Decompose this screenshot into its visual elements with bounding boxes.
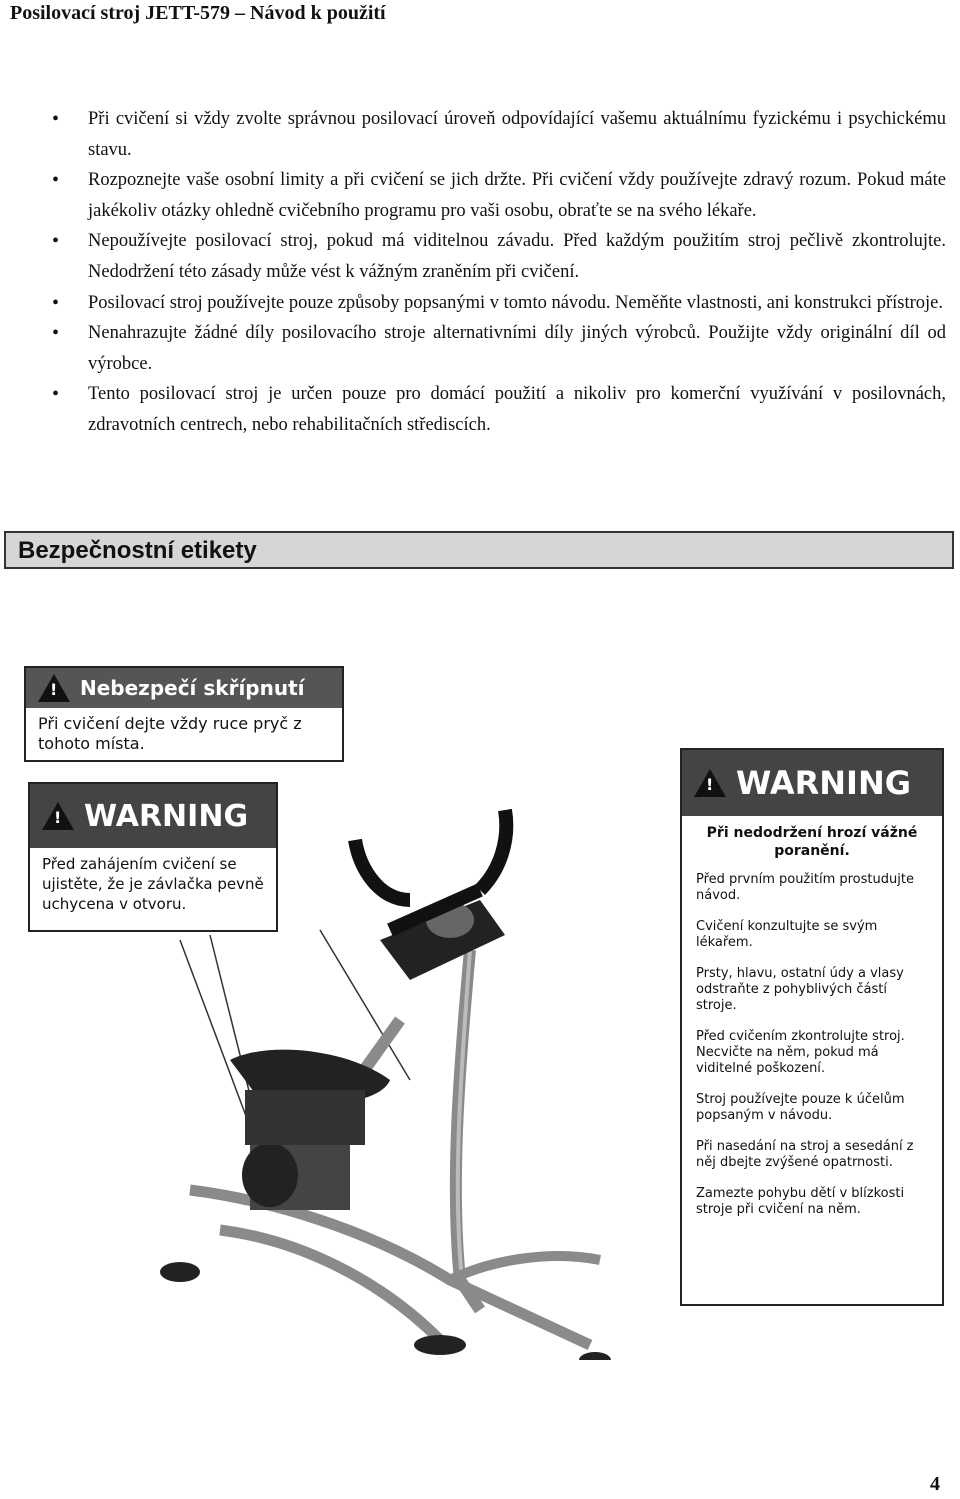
section-title: Bezpečnostní etikety — [18, 537, 257, 564]
main-label-heading: WARNING — [736, 764, 911, 802]
main-warning-label — [680, 748, 944, 1306]
warning-item: Cvičení konzultujte se svým lékařem. — [696, 919, 878, 950]
pinch-label-header — [26, 668, 342, 708]
main-label-items — [682, 872, 942, 1218]
warning-item: Prsty, hlavu, ostatní údy a vlasy odstraňte z pohyblivých částí stroje. — [696, 966, 904, 1013]
page-number: 4 — [930, 1473, 940, 1495]
pin-warning-label — [28, 782, 278, 932]
warning-item: Zamezte pohybu dětí v blízkosti stroje při cvičení na něm. — [696, 1186, 905, 1217]
safety-bullet-list — [52, 104, 946, 441]
section-heading-bar — [4, 531, 954, 569]
bullet-item: • Nenahrazujte žádné díly posilovacího stroje alternativními díly jiných výrobců. Použijte vždy originální díl od výrobce. — [52, 318, 946, 379]
warning-item: Před prvním použitím prostudujte návod. — [696, 872, 914, 903]
warning-triangle-icon — [38, 674, 70, 702]
pinch-label-text: Při cvičení dejte vždy ruce pryč z tohoto místa. — [38, 714, 302, 753]
main-label-subheading: Při nedodržení hrozí vážné poranění. — [706, 825, 918, 859]
warning-item: Stroj používejte pouze k účelům popsaným v návodu. — [696, 1092, 905, 1123]
pinch-label-heading: Nebezpečí skřípnutí — [80, 676, 305, 700]
bullet-item: • Tento posilovací stroj je určen pouze pro domácí použití a nikoliv pro komerční využívání v posilovnách, zdravotních centrech, nebo rehabilitačních střediscích. — [52, 379, 946, 440]
warning-item: Před cvičením zkontrolujte stroj. Necvičte na něm, pokud má viditelné poškození. — [696, 1029, 905, 1076]
warning-triangle-icon — [694, 769, 726, 797]
bullet-item: • Rozpoznejte vaše osobní limity a při cvičení se jich držte. Při cvičení vždy používejte zdravý rozum. Pokud máte jakékoliv otázky ohledně cvičebního programu pro vaši osobu, obraťte se na svého lékaře. — [52, 165, 946, 226]
pin-label-header — [30, 784, 276, 848]
warning-item: Při nasedání na stroj a sesedání z něj dbejte zvýšené opatrnosti. — [696, 1139, 914, 1170]
main-label-header — [682, 750, 942, 816]
bullet-item: • Posilovací stroj používejte pouze způsoby popsanými v tomto návodu. Neměňte vlastnosti, ani konstrukci přístroje. — [52, 288, 946, 319]
bullet-item: • Při cvičení si vždy zvolte správnou posilovací úroveň odpovídající vašemu aktuálnímu fyzickému i psychickému stavu. — [52, 104, 946, 165]
pin-label-text: Před zahájením cvičení se ujistěte, že je závlačka pevně uchycena v otvoru. — [42, 855, 264, 913]
pin-label-heading: WARNING — [84, 798, 249, 834]
document-header: Posilovací stroj JETT-579 – Návod k použití — [10, 2, 386, 24]
pinch-hazard-label — [24, 666, 344, 762]
warning-triangle-icon — [42, 802, 74, 830]
bullet-item: • Nepoužívejte posilovací stroj, pokud má viditelnou závadu. Před každým použitím stroj pečlivě zkontrolujte. Nedodržení této zásady může vést k vážným zraněním při cvičení. — [52, 226, 946, 287]
